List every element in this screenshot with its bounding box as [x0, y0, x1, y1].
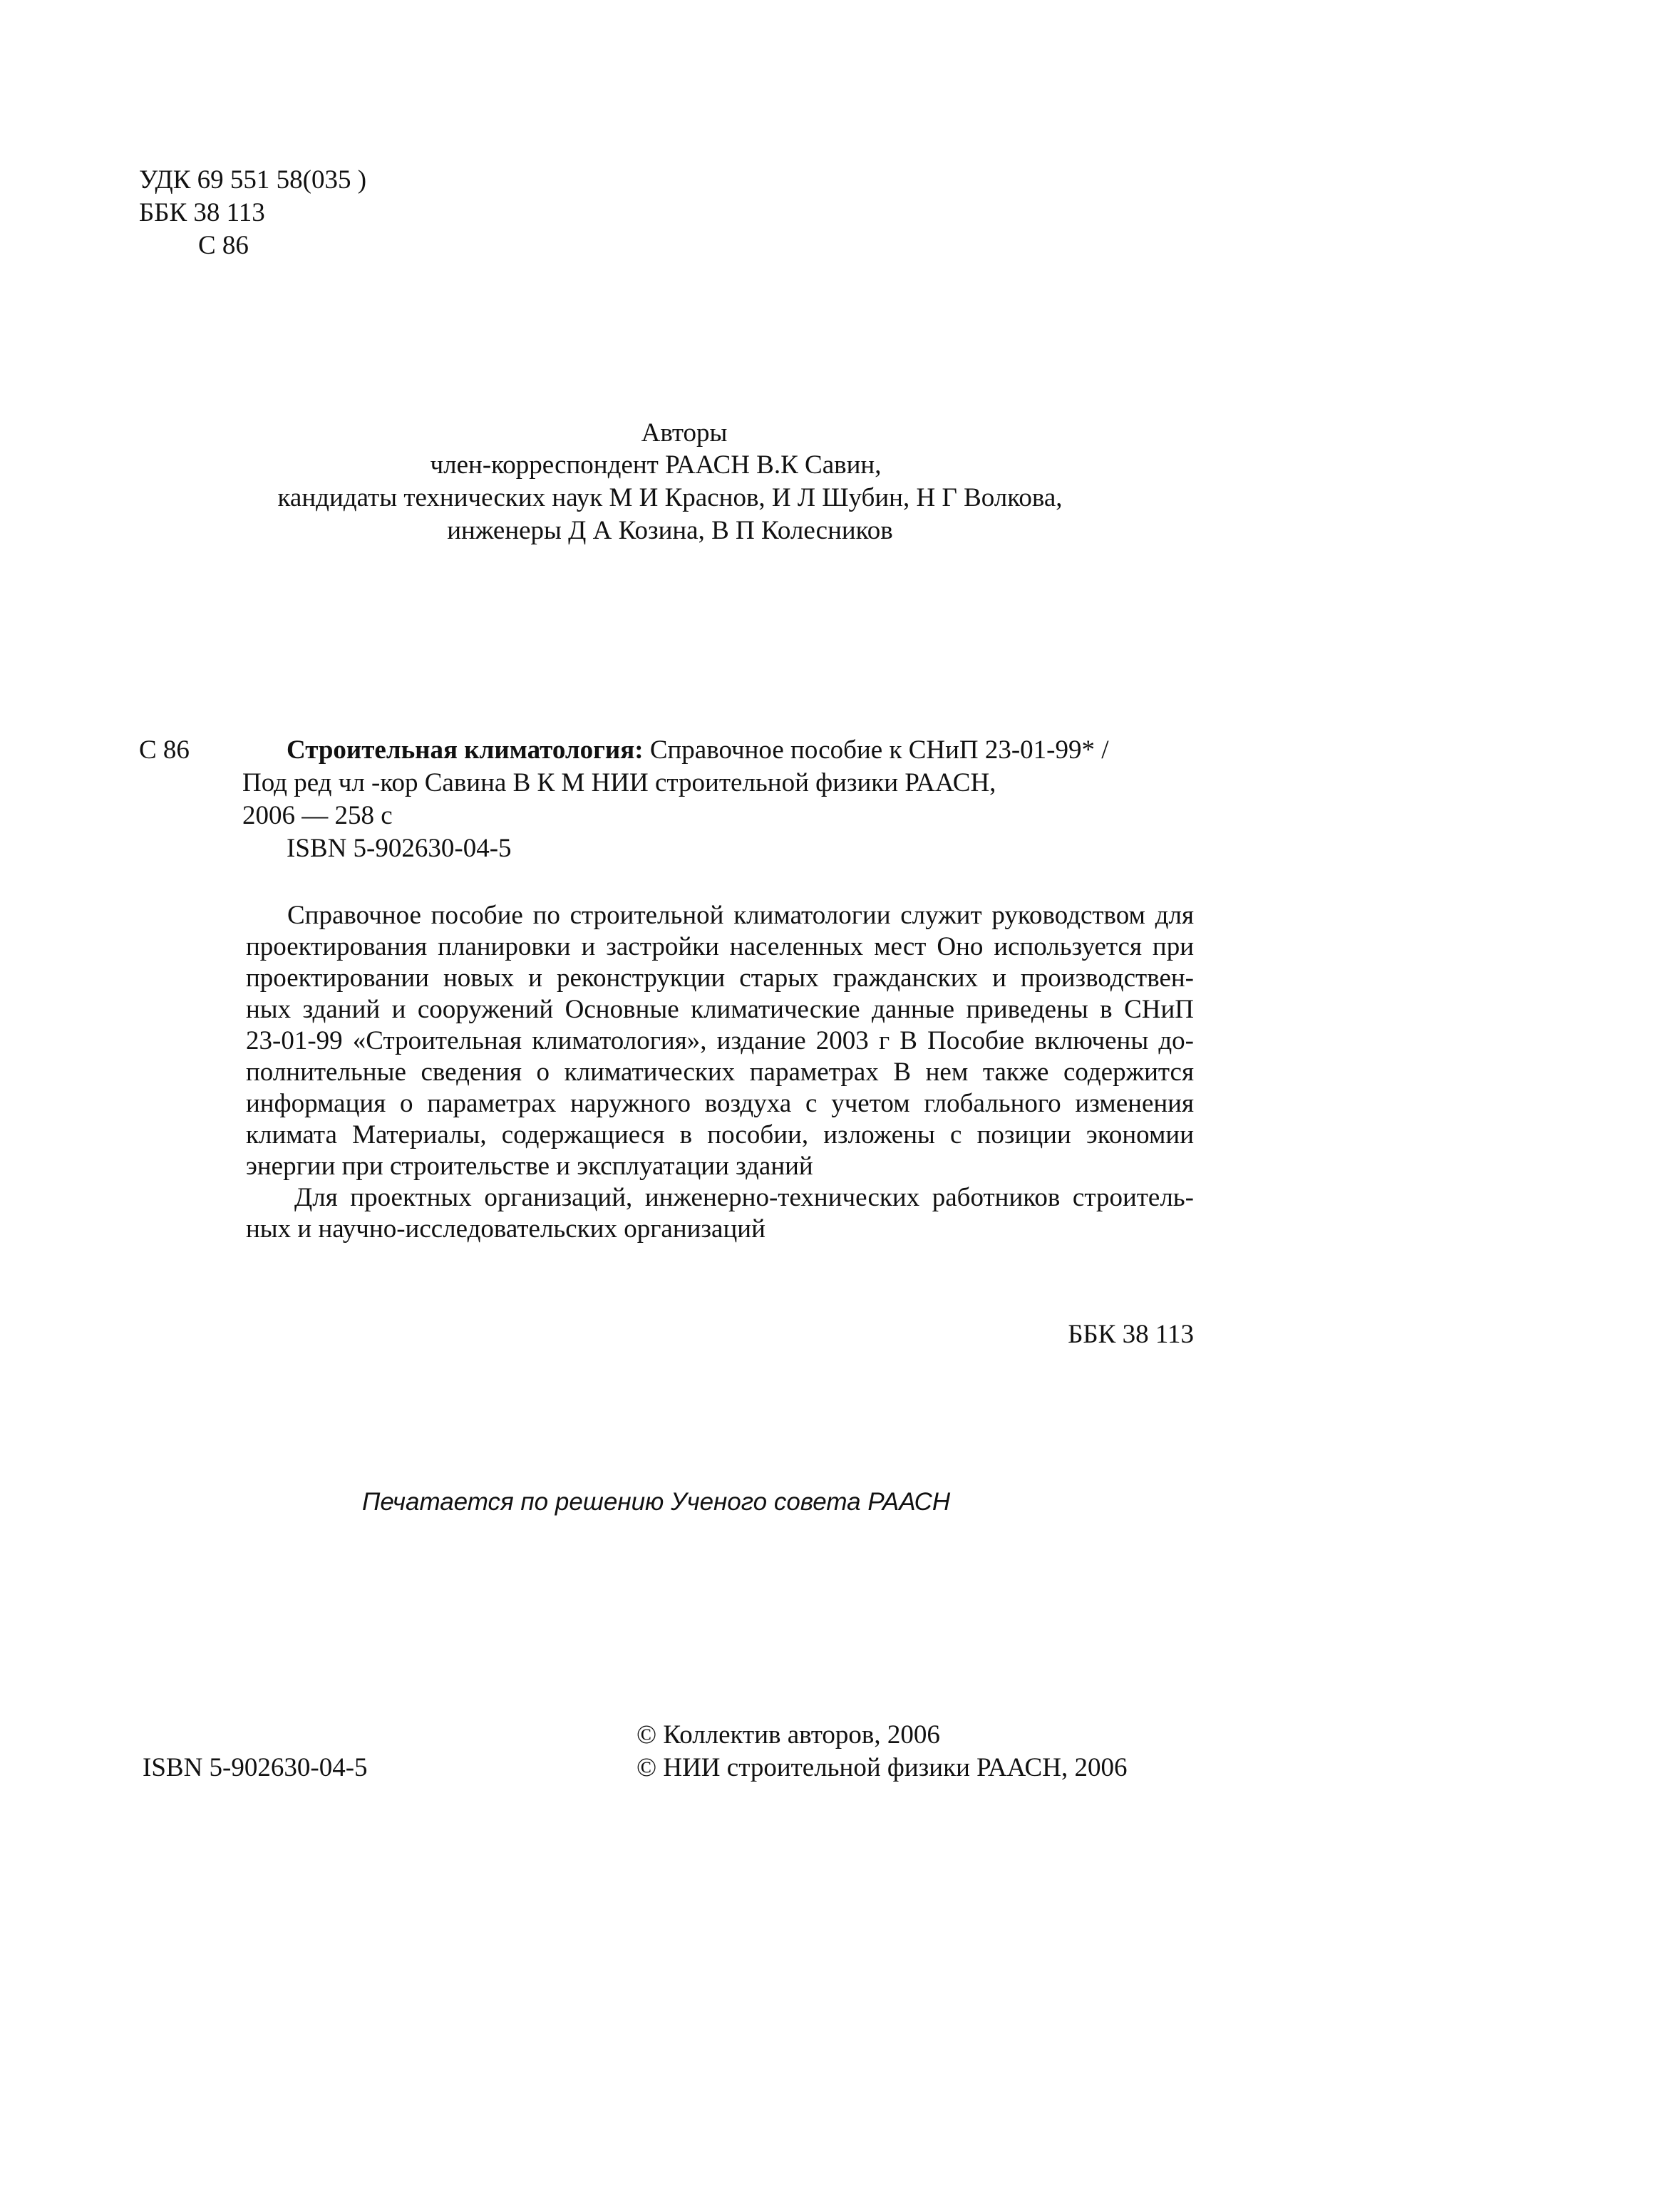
approval-note: Печатается по решению Ученого совета РААСН: [362, 1488, 951, 1516]
author-mark-code: С 86: [198, 231, 249, 260]
annotation-line: Справочное пособие по строительной климатологии служит руководством для: [287, 901, 1194, 930]
annotation: [246, 899, 1194, 1270]
annotation-line: ных зданий и сооружений Основные климатические данные приведены в СНиП: [246, 995, 1194, 1024]
authors-line: член-корреспондент РААСН В.К Савин,: [430, 450, 882, 480]
copyright-institute: © НИИ строительной физики РААСН, 2006: [636, 1753, 1128, 1782]
audience-line: Для проектных организаций, инженерно-технических работников строитель-: [294, 1183, 1194, 1212]
authors-heading: Авторы: [641, 418, 728, 448]
udk-code: УДК 69 551 58(035 ): [139, 165, 367, 195]
footer-isbn: ISBN 5-902630-04-5: [143, 1753, 368, 1782]
bib-isbn: ISBN 5-902630-04-5: [287, 834, 512, 863]
annotation-line: информация о параметрах наружного воздуха с учетом глобального изменения: [246, 1089, 1194, 1118]
bib-year-pages: 2006 — 258 с: [242, 801, 393, 830]
annotation-line: проектирования планировки и застройки населенных мест Оно используется при: [246, 932, 1194, 961]
bib-editor-line: Под ред чл -кор Савина В К М НИИ строительной физики РААСН,: [242, 768, 996, 797]
book-title: Строительная климатология:: [287, 735, 644, 765]
authors-line: кандидаты технических наук М И Краснов, И Л Шубин, Н Г Волкова,: [277, 483, 1063, 512]
copyright-authors: © Коллектив авторов, 2006: [636, 1720, 940, 1750]
annotation-line: полнительные сведения о климатических параметрах В нем также содержится: [246, 1058, 1194, 1087]
annotation-bbk: ББК 38 113: [1068, 1320, 1194, 1349]
annotation-line: энергии при строительстве и эксплуатации зданий: [246, 1152, 813, 1181]
audience-line: ных и научно-исследовательских организаций: [246, 1214, 766, 1244]
bib-code: С 86: [139, 735, 190, 765]
authors-line: инженеры Д А Козина, В П Колесников: [447, 516, 893, 545]
annotation-line: климата Материалы, содержащиеся в пособии, изложены с позиции экономии: [246, 1120, 1194, 1149]
annotation-line: 23-01-99 «Строительная климатология», издание 2003 г В Пособие включены до-: [246, 1026, 1194, 1055]
bib-title-line: [287, 734, 1109, 767]
bbk-code: ББК 38 113: [139, 198, 265, 227]
book-subtitle: Справочное пособие к СНиП 23-01-99* /: [643, 735, 1109, 765]
annotation-line: проектировании новых и реконструкции старых гражданских и производствен-: [246, 963, 1194, 993]
